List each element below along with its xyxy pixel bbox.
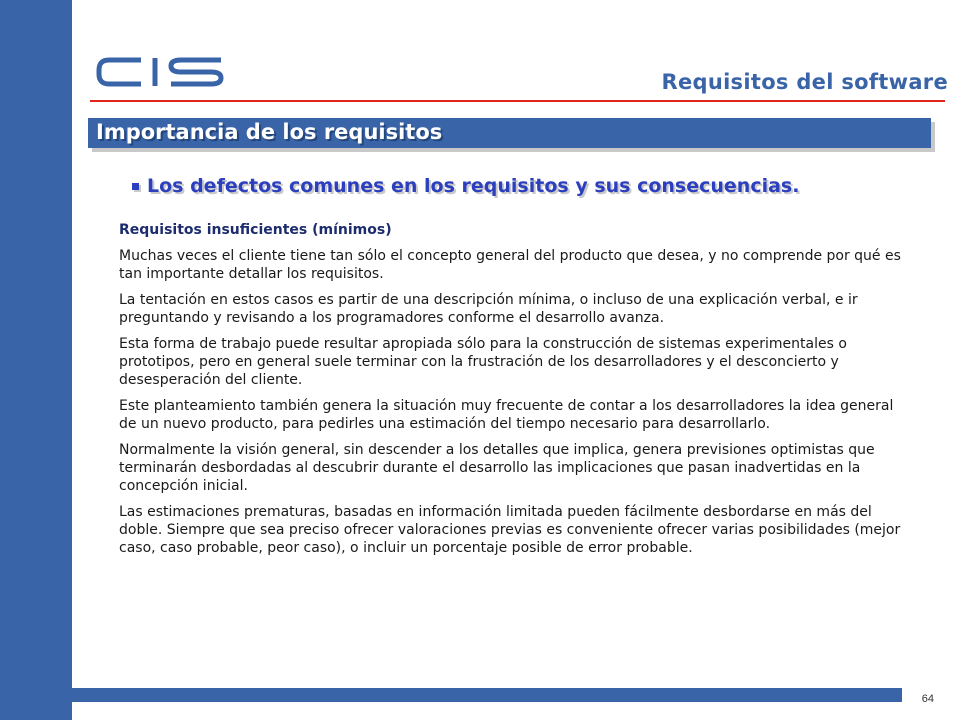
left-accent-bar — [0, 0, 72, 720]
paragraph: Las estimaciones prematuras, basadas en información limitada pueden fácilmente desbordarse en más del doble. Siempre que sea preciso ofrecer valoraciones previas es conveniente ofrecer varias posibilidades (mejor caso, caso probable, peor caso), o incluir un porcentaje posible de error probable. — [119, 504, 901, 556]
header-divider — [90, 100, 945, 102]
section-title: Importancia de los requisitos — [96, 120, 443, 144]
square-bullet-icon — [132, 183, 139, 190]
section-banner — [88, 118, 931, 148]
paragraph: Este planteamiento también genera la situación muy frecuente de contar a los desarrolladores la idea general de un nuevo producto, para pedirles una estimación del tiempo necesario para desarrollarlo. — [119, 398, 894, 432]
paragraph: Muchas veces el cliente tiene tan sólo el concepto general del producto que desea, y no comprende por qué es tan importante detallar los requisitos. — [119, 248, 901, 282]
slide-header-title: Requisitos del software — [661, 70, 948, 94]
paragraph: Esta forma de trabajo puede resultar apropiada sólo para la construcción de sistemas experimentales o prototipos, pero en general suele terminar con la frustración de los desarrolladores y el desconcierto y desesperación del cliente. — [119, 336, 847, 388]
paragraph: Normalmente la visión general, sin descender a los detalles que implica, genera previsiones optimistas que terminarán desbordadas al descubrir durante el desarrollo las implicaciones que pasan inadvertidas en la concepción inicial. — [119, 442, 875, 494]
slide-body — [119, 221, 909, 565]
content-subheading: Requisitos insuficientes (mínimos) — [119, 222, 392, 238]
page-number: 64 — [921, 693, 934, 705]
bullet-text: Los defectos comunes en los requisitos y sus consecuencias. — [147, 175, 800, 197]
footer-bar — [72, 688, 902, 702]
paragraph: La tentación en estos casos es partir de una descripción mínima, o incluso de una explicación verbal, e ir preguntando y revisando a los programadores conforme el desarrollo avanza. — [119, 292, 858, 326]
cis-logo — [95, 52, 225, 92]
bullet-item — [132, 175, 799, 197]
